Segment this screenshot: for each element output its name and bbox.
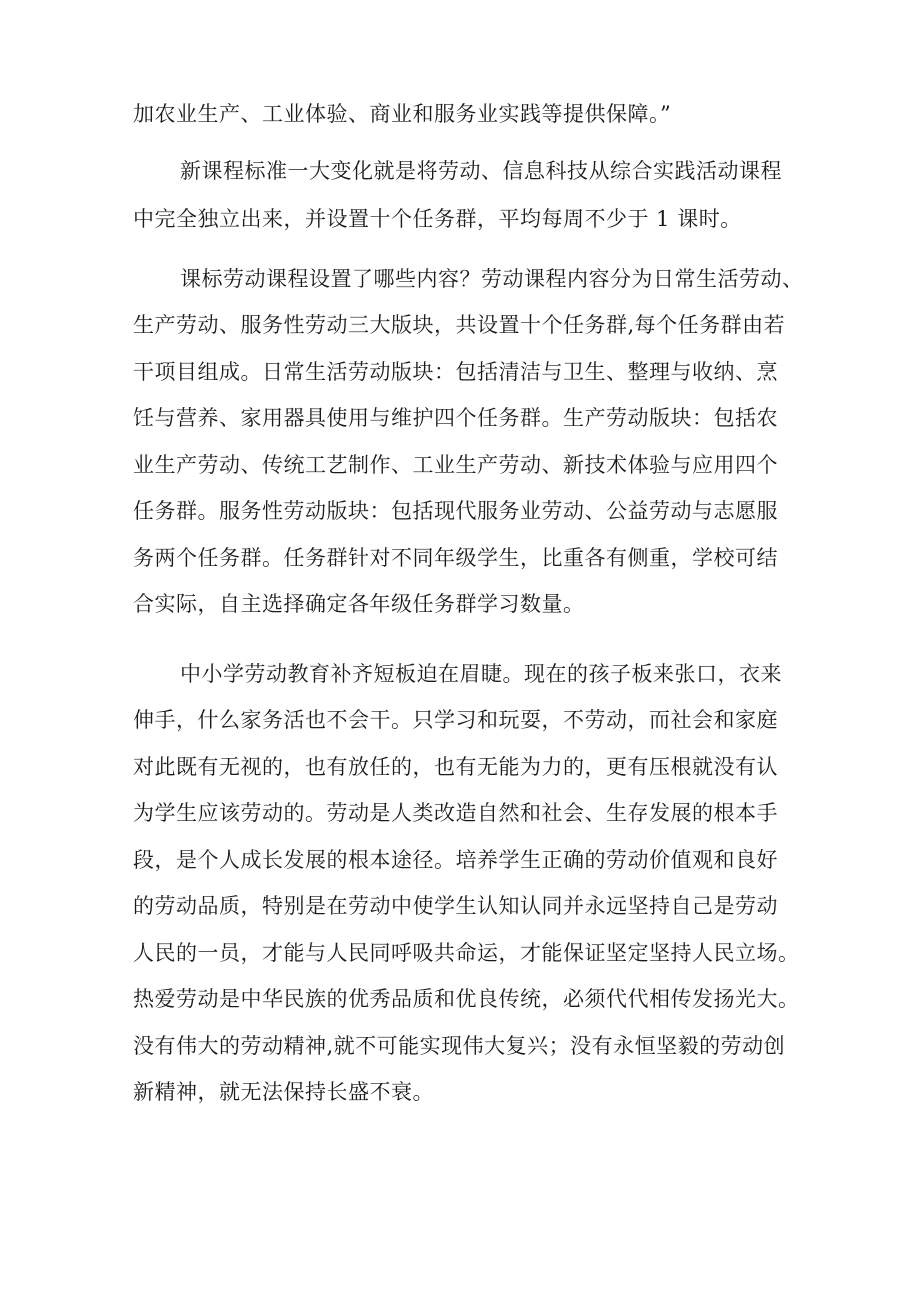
text-line: 热爱劳动是中华民族的优秀品质和优良传统，必须代代相传发扬光大。 (133, 987, 800, 1011)
text-line: 对此既有无视的，也有放任的，也有无能为力的，更有压根就没有认 (133, 755, 778, 779)
text-line: 课标劳动课程设置了哪些内容？劳动课程内容分为日常生活劳动、 (180, 267, 804, 291)
text-line: 任务群。服务性劳动版块：包括现代服务业劳动、公益劳动与志愿服 (133, 499, 778, 523)
text-line: 干项目组成。日常生活劳动版块：包括清洁与卫生、整理与收纳、烹 (133, 360, 778, 384)
text-line: 新课程标准一大变化就是将劳动、信息科技从综合实践活动课程 (180, 159, 782, 183)
text-line: 中完全独立出来，并设置十个任务群，平均每周不少于 1 课时。 (133, 207, 742, 231)
text-line: 生产劳动、服务性劳动三大版块，共设置十个任务群,每个任务群由若 (133, 313, 786, 337)
text-line: 人民的一员，才能与人民同呼吸共命运，才能保证坚定坚持人民立场。 (133, 941, 800, 965)
text-line: 的劳动品质，特别是在劳动中使学生认知认同并永远坚持自己是劳动 (133, 894, 778, 918)
text-line: 加农业生产、工业体验、商业和服务业实践等提供保障。” (133, 102, 672, 126)
text-line: 没有伟大的劳动精神,就不可能实现伟大复兴；没有永恒坚毅的劳动创 (133, 1034, 786, 1058)
text-line: 饪与营养、家用器具使用与维护四个任务群。生产劳动版块：包括农 (133, 406, 778, 430)
text-line: 务两个任务群。任务群针对不同年级学生，比重各有侧重，学校可结 (133, 546, 778, 570)
text-line: 合实际，自主选择确定各年级任务群学习数量。 (133, 592, 585, 616)
text-line: 伸手，什么家务活也不会干。只学习和玩耍，不劳动，而社会和家庭 (133, 708, 778, 732)
text-line: 中小学劳动教育补齐短板迫在眉睫。现在的孩子板来张口，衣来 (180, 662, 782, 686)
text-line: 新精神，就无法保持长盛不衰。 (133, 1080, 434, 1104)
text-line: 段，是个人成长发展的根本途径。培养学生正确的劳动价值观和良好 (133, 848, 778, 872)
text-line: 业生产劳动、传统工艺制作、工业生产劳动、新技术体验与应用四个 (133, 453, 778, 477)
text-line: 为学生应该劳动的。劳动是人类改造自然和社会、生存发展的根本手 (133, 801, 778, 825)
